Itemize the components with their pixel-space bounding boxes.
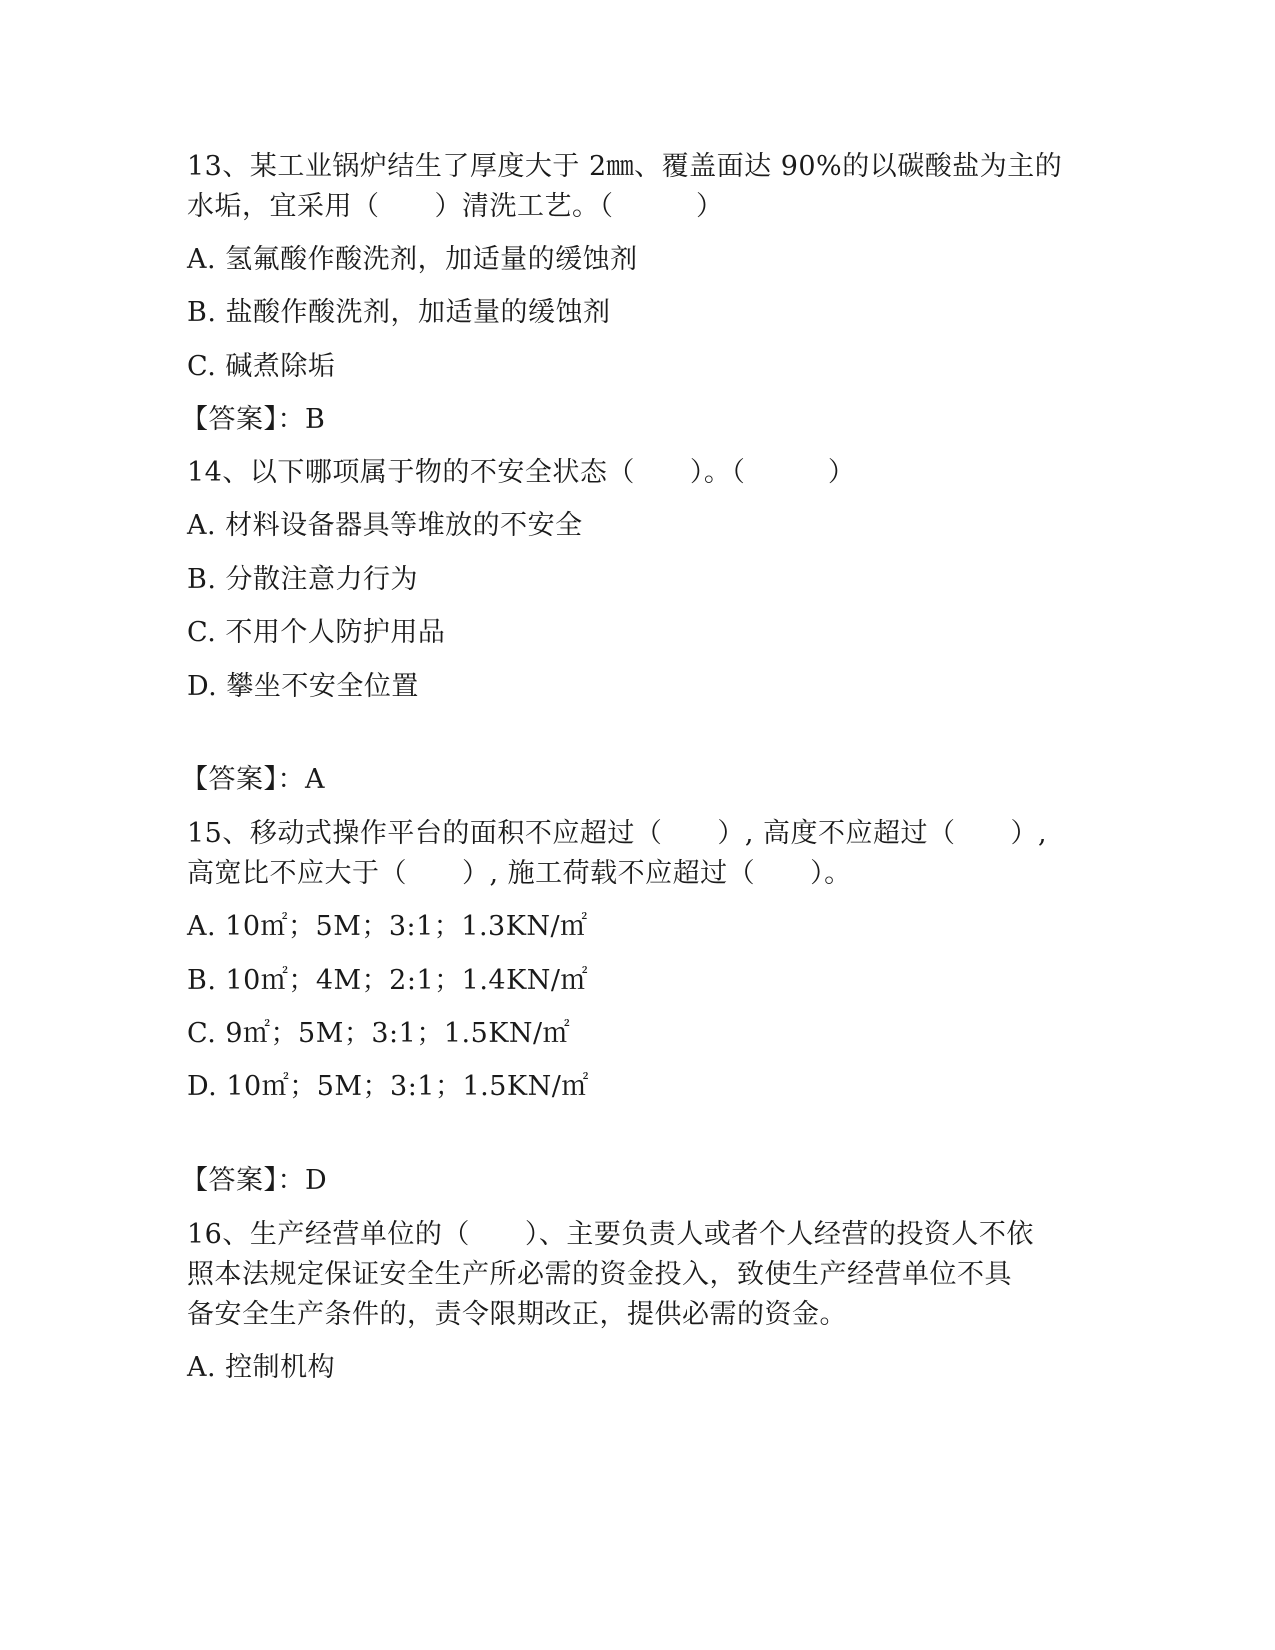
question-14-option-b: B. 分散注意力行为 <box>187 564 419 595</box>
question-13-option-a: A. 氢氟酸作酸洗剂，加适量的缓蚀剂 <box>187 244 638 275</box>
question-15-answer: 【答案】：D <box>181 1165 328 1196</box>
question-13-answer: 【答案】：B <box>181 404 326 435</box>
question-15-option-a: A. 10㎡；5M；3:1；1.3KN/㎡ <box>187 911 588 942</box>
question-14-option-a: A. 材料设备器具等堆放的不安全 <box>187 510 583 541</box>
question-15-option-d: D. 10㎡；5M；3:1；1.5KN/㎡ <box>187 1071 589 1102</box>
question-14-option-d: D. 攀坐不安全位置 <box>187 671 419 702</box>
question-14-answer: 【答案】：A <box>181 764 325 795</box>
question-15-option-b: B. 10㎡；4M；2:1；1.4KN/㎡ <box>187 965 588 996</box>
question-13-option-c: C. 碱煮除垢 <box>187 351 336 382</box>
question-14-option-c: C. 不用个人防护用品 <box>187 617 446 648</box>
question-16-stem-line-3: 备安全生产条件的，责令限期改正，提供必需的资金。 <box>187 1299 847 1330</box>
question-13-stem-line-1: 13、某工业锅炉结生了厚度大于 2㎜、覆盖面达 90%的以碳酸盐为主的 <box>187 151 1063 182</box>
question-16-option-a: A. 控制机构 <box>187 1352 336 1383</box>
question-13-stem-line-2: 水垢，宜采用（ ）清洗工艺。（ ） <box>187 191 724 222</box>
question-13-option-b: B. 盐酸作酸洗剂，加适量的缓蚀剂 <box>187 297 611 328</box>
question-16-stem-line-2: 照本法规定保证安全生产所必需的资金投入，致使生产经营单位不具 <box>187 1259 1012 1290</box>
question-14-stem-line-1: 14、以下哪项属于物的不安全状态（ ）。（ ） <box>187 457 856 488</box>
question-15-stem-line-1: 15、移动式操作平台的面积不应超过（ ）, 高度不应超过（ ）, <box>187 818 1048 849</box>
question-15-stem-line-2: 高宽比不应大于（ ）, 施工荷载不应超过（ ）。 <box>187 858 852 889</box>
question-15-option-c: C. 9㎡；5M；3:1；1.5KN/㎡ <box>187 1018 571 1049</box>
question-16-stem-line-1: 16、生产经营单位的（ ）、主要负责人或者个人经营的投资人不依 <box>187 1219 1034 1250</box>
